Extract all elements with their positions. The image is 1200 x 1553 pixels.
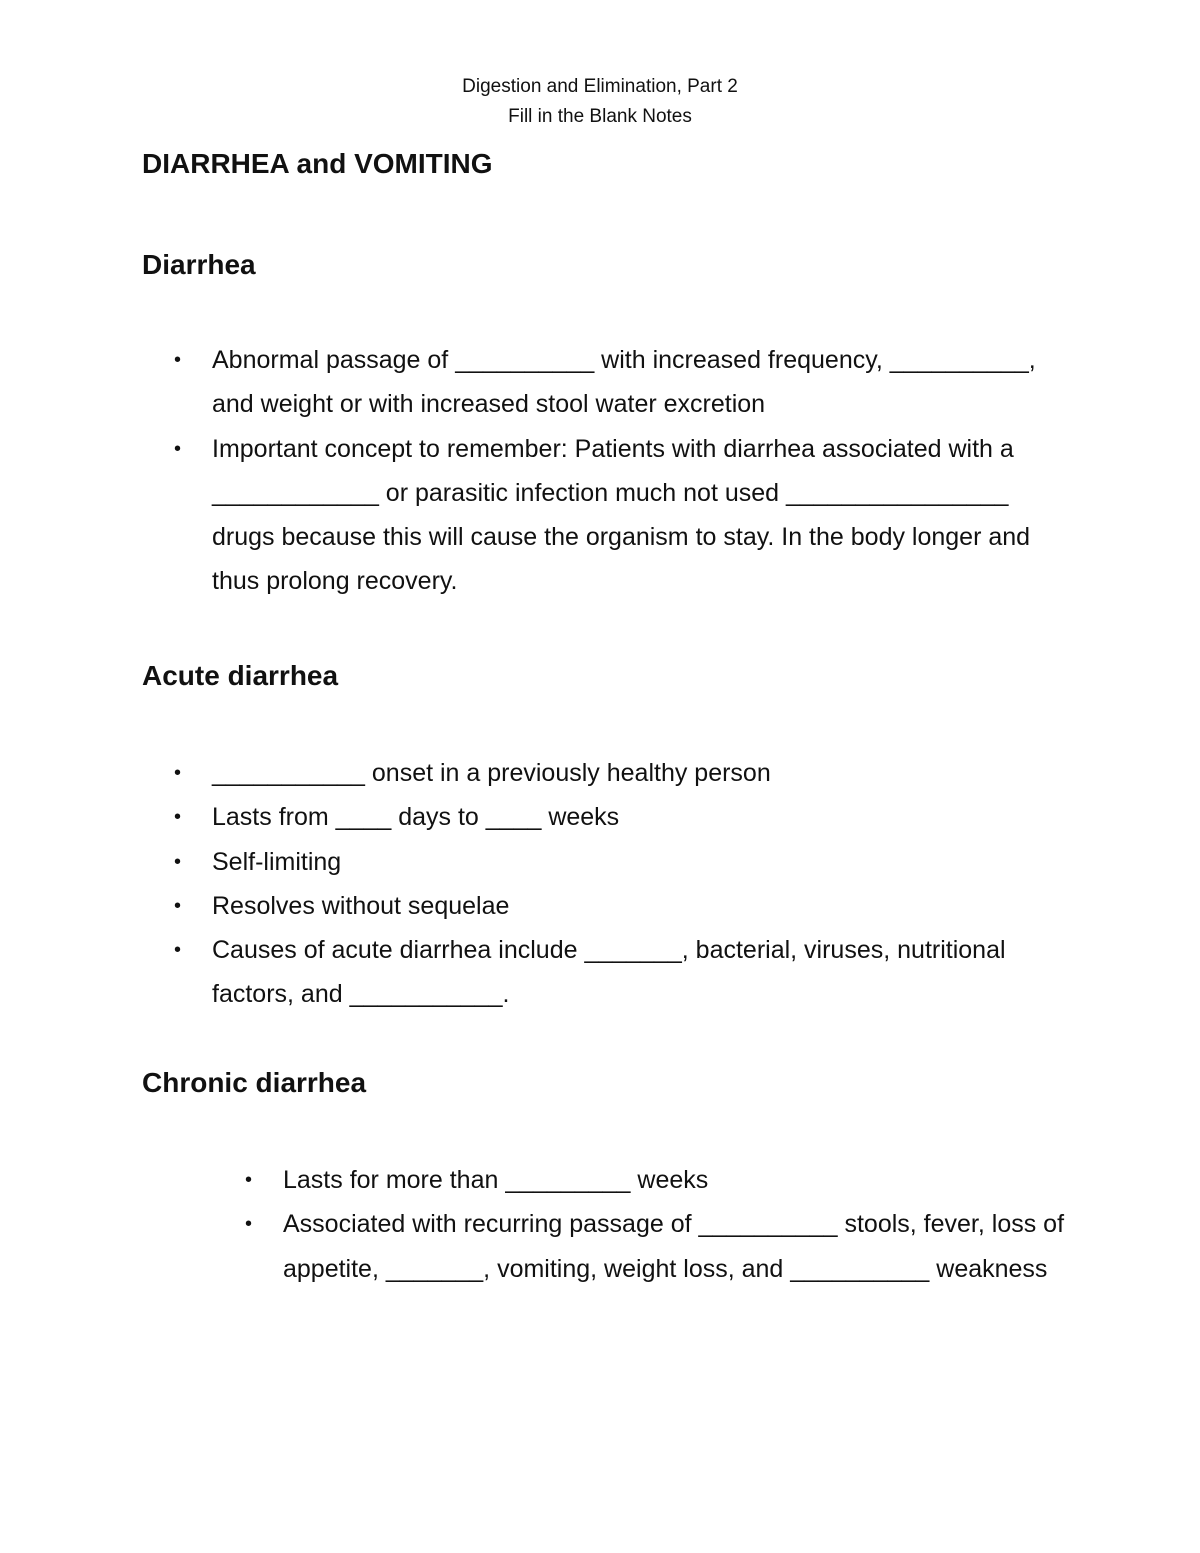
bullet-icon: • xyxy=(174,437,182,460)
bullet-icon: • xyxy=(174,762,182,784)
document-header xyxy=(0,72,1200,132)
list-item xyxy=(245,1158,1083,1202)
bullet-icon: • xyxy=(245,1169,253,1191)
bullet-icon: • xyxy=(245,1213,253,1236)
bullet-icon: • xyxy=(174,349,182,371)
list-item xyxy=(174,840,1072,884)
list-item-text: Important concept to remember: Patients with diarrhea associated with a ____________ or parasitic infection much not used ________________ drugs because this will cause the organism to stay. In the body longer and thus prolong recovery. xyxy=(212,434,1031,596)
section-heading-acute-diarrhea: Acute diarrhea xyxy=(142,660,339,691)
bullet-icon: • xyxy=(174,806,182,829)
acute-diarrhea-bullet-list xyxy=(174,751,1072,1017)
list-item xyxy=(174,427,1072,604)
document-title: Digestion and Elimination, Part 2 xyxy=(462,76,738,97)
list-item xyxy=(245,1202,1083,1291)
list-item-text: Associated with recurring passage of __________ stools, fever, loss of appetite, _______, vomiting, weight loss, and __________ weakness xyxy=(283,1210,1065,1283)
diarrhea-bullet-list xyxy=(174,338,1072,604)
list-item xyxy=(174,338,1072,427)
list-item-text: Self-limiting xyxy=(212,847,342,876)
bullet-icon: • xyxy=(174,939,182,962)
list-item xyxy=(174,795,1072,839)
list-item-text: Resolves without sequelae xyxy=(212,891,510,920)
document-subtitle: Fill in the Blank Notes xyxy=(508,106,692,127)
list-item-text: Causes of acute diarrhea include _______, bacterial, viruses, nutritional factors, and ___________. xyxy=(212,936,1006,1009)
main-heading: DIARRHEA and VOMITING xyxy=(142,148,493,179)
section-heading-diarrhea: Diarrhea xyxy=(142,249,256,280)
list-item-text: Abnormal passage of __________ with increased frequency, __________, and weight or with increased stool water excretion xyxy=(212,346,1036,419)
bullet-icon: • xyxy=(174,850,182,873)
list-item xyxy=(174,751,1072,795)
list-item xyxy=(174,884,1072,928)
list-item-text: ___________ onset in a previously healthy person xyxy=(212,759,771,787)
bullet-icon: • xyxy=(174,894,182,917)
list-item-text: Lasts for more than _________ weeks xyxy=(283,1166,709,1194)
section-heading-chronic-diarrhea: Chronic diarrhea xyxy=(142,1067,367,1098)
list-item-text: Lasts from ____ days to ____ weeks xyxy=(212,803,620,832)
list-item xyxy=(174,928,1072,1017)
chronic-diarrhea-bullet-list xyxy=(245,1158,1083,1291)
